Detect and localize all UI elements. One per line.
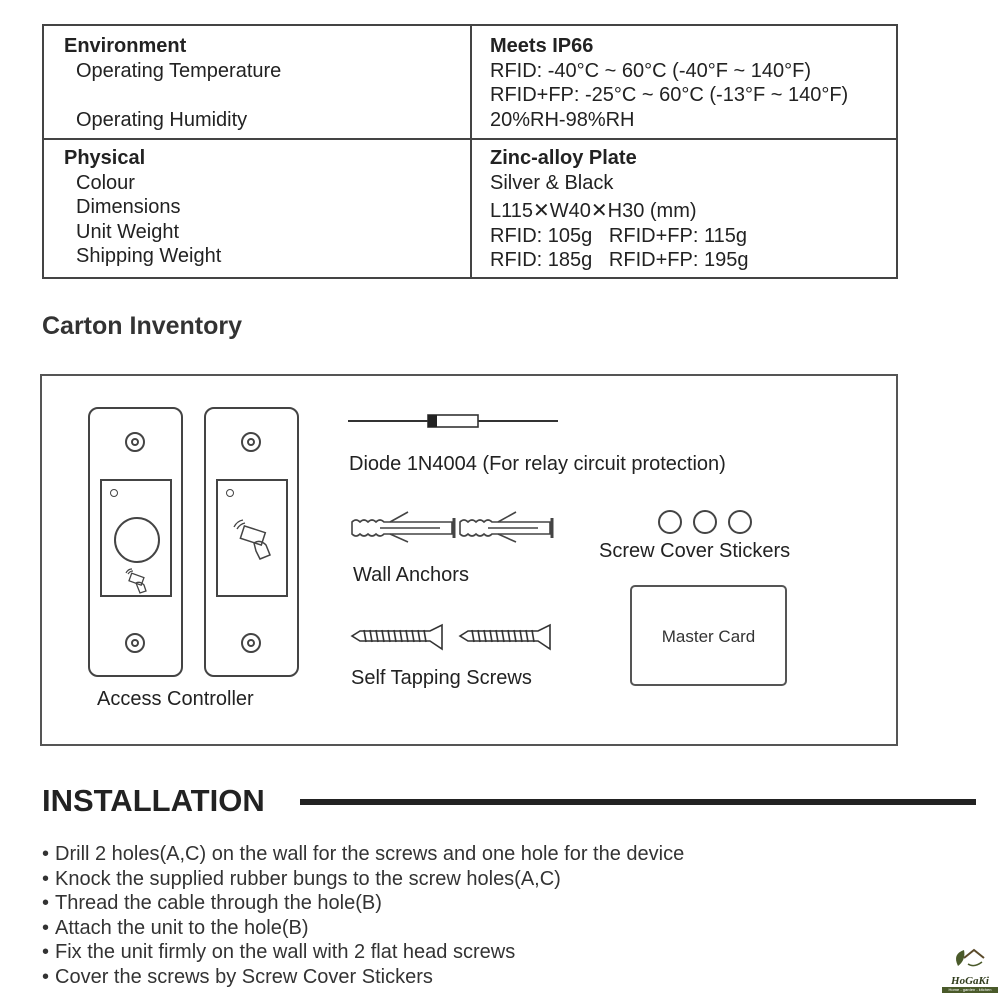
column-divider	[470, 26, 472, 138]
screw-hole-icon	[125, 432, 145, 452]
logo-name: HoGaKi	[951, 975, 989, 987]
environment-heading: Environment	[64, 35, 187, 57]
screw-hole-icon	[125, 633, 145, 653]
rfid-temperature-value: RFID: -40°C ~ 60°C (-40°F ~ 140°F)	[490, 59, 811, 82]
shipping-weight-value: RFID: 185g RFID+FP: 195g	[490, 249, 749, 271]
access-controller-rfid-illustration	[204, 407, 299, 677]
carton-inventory-title: Carton Inventory	[42, 312, 243, 340]
unit-weight-value: RFID: 105g RFID+FP: 115g	[490, 224, 747, 247]
led-indicator-icon	[226, 489, 234, 497]
master-card-illustration	[630, 585, 787, 686]
spec-table	[42, 24, 898, 279]
blank-label	[64, 83, 281, 108]
rfid-fp-temperature-value: RFID+FP: -25°C ~ 60°C (-13°F ~ 140°F)	[490, 84, 849, 106]
screw-cover-sticker-icon	[693, 510, 717, 534]
screw-cover-sticker-icon	[658, 510, 682, 534]
unit-weight-label: Unit Weight	[76, 220, 180, 243]
environment-labels	[64, 34, 281, 132]
physical-heading: Physical	[64, 147, 146, 169]
diode-icon	[348, 411, 560, 431]
self-tapping-screws-label: Self Tapping Screws	[351, 667, 532, 689]
screw-cover-stickers-label: Screw Cover Stickers	[599, 540, 791, 562]
access-controller-label: Access Controller	[97, 688, 254, 710]
installation-step: • Drill 2 holes(A,C) on the wall for the screws and one hole for the device	[42, 842, 684, 867]
master-card-label: Master Card	[661, 627, 756, 646]
dimensions-value: L115✕W40✕H30 (mm)	[490, 200, 697, 222]
colour-label: Colour	[76, 171, 135, 194]
dimensions-label: Dimensions	[76, 196, 181, 218]
humidity-value: 20%RH-98%RH	[490, 108, 635, 131]
keypad-panel	[100, 479, 172, 597]
wall-anchors-icon	[350, 508, 560, 548]
ip-rating: Meets IP66	[490, 35, 594, 57]
column-divider	[470, 140, 472, 277]
reader-panel	[216, 479, 288, 597]
screw-hole-icon	[241, 633, 261, 653]
installation-step: • Attach the unit to the hole(B)	[42, 916, 684, 941]
operating-temperature-label: Operating Temperature	[76, 59, 282, 82]
diode-label: Diode 1N4004 (For relay circuit protection)	[349, 453, 726, 475]
leaf-house-icon	[942, 946, 998, 970]
installation-title: INSTALLATION	[42, 783, 265, 818]
card-tap-icon	[230, 517, 280, 563]
colour-value: Silver & Black	[490, 171, 614, 194]
shipping-weight-label: Shipping Weight	[76, 245, 222, 267]
logo-tagline: Home - garden - kitchen	[942, 987, 998, 993]
installation-step: • Fix the unit firmly on the wall with 2 flat head screws	[42, 940, 684, 965]
installation-step: • Thread the cable through the hole(B)	[42, 891, 684, 916]
installation-step: • Cover the screws by Screw Cover Stickers	[42, 965, 684, 990]
installation-step: • Knock the supplied rubber bungs to the screw holes(A,C)	[42, 867, 684, 892]
environment-values	[490, 34, 848, 132]
screw-hole-icon	[241, 432, 261, 452]
self-tapping-screws-icon	[350, 622, 560, 652]
physical-labels	[64, 146, 221, 269]
material-value: Zinc-alloy Plate	[490, 147, 637, 169]
spec-row-environment	[44, 26, 896, 140]
led-indicator-icon	[110, 489, 118, 497]
fingerprint-sensor-icon	[114, 517, 160, 563]
wall-anchors-label: Wall Anchors	[353, 564, 469, 586]
operating-humidity-label: Operating Humidity	[76, 108, 248, 131]
spec-row-physical	[44, 140, 896, 277]
hogaki-logo	[942, 946, 998, 992]
installation-divider	[300, 799, 976, 805]
access-controller-fingerprint-illustration	[88, 407, 183, 677]
installation-steps	[42, 842, 684, 989]
screw-cover-sticker-icon	[728, 510, 752, 534]
card-tap-icon	[122, 567, 152, 595]
physical-values	[490, 146, 748, 273]
